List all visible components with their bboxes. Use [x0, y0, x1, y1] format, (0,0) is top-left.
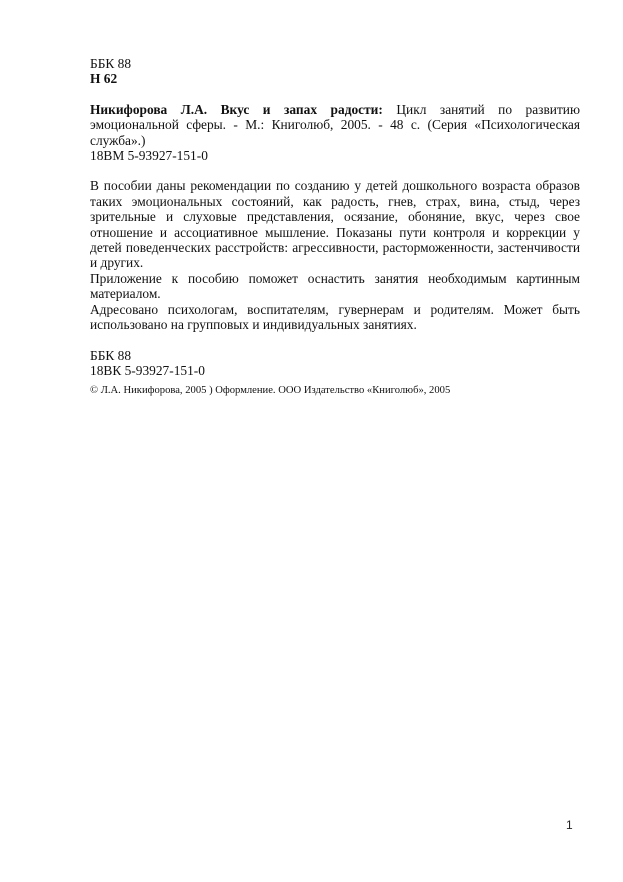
page-content [90, 56, 580, 397]
spacer [90, 163, 580, 178]
bbk-code: ББК 88 [90, 56, 132, 71]
footer-bbk-code: ББК 88 [90, 347, 132, 363]
spacer [90, 87, 580, 102]
citation-isbn: 18ВМ 5-93927-151-0 [90, 148, 208, 164]
footer-isbn: 18ВК 5-93927-151-0 [90, 362, 205, 378]
copyright-line: © Л.А. Никифорова, 2005 ) Оформление. ООО Издательство «Книголюб», 2005 [90, 385, 451, 397]
author-mark: Н 62 [90, 71, 118, 87]
citation-description: Цикл занятий по развитию эмоциональной сферы. - М.: Книголюб, 2005. - 48 с. (Серия «Психологическая служба».) [90, 101, 580, 148]
annotation-paragraph-3: Адресовано психологам, воспитателям, гувернерам и родителям. Может быть использовано на групповых и индивидуальных занятиях. [90, 301, 580, 333]
page-number: 1 [566, 818, 573, 832]
annotation-paragraph-2: Приложение к пособию поможет оснастить занятия необходимым картинным материалом. [90, 270, 580, 302]
annotation-paragraph-1: В пособии даны рекомендации по созданию у детей дошкольного возраста образов таких эмоциональных состояний, как радость, гнев, страх, вина, стыд, через зрительные и слуховые представления, осязание, обоняние, вкус, через свое отношение и ассоциативное мышление. Показаны пути контроля и коррекции у детей поведенческих расстройств: агрессивности, расторможенности, застенчивости и других. [90, 178, 580, 271]
citation-author-title: Никифорова Л.А. Вкус и запах радости: [90, 101, 383, 117]
spacer [90, 333, 580, 348]
citation [90, 102, 580, 148]
